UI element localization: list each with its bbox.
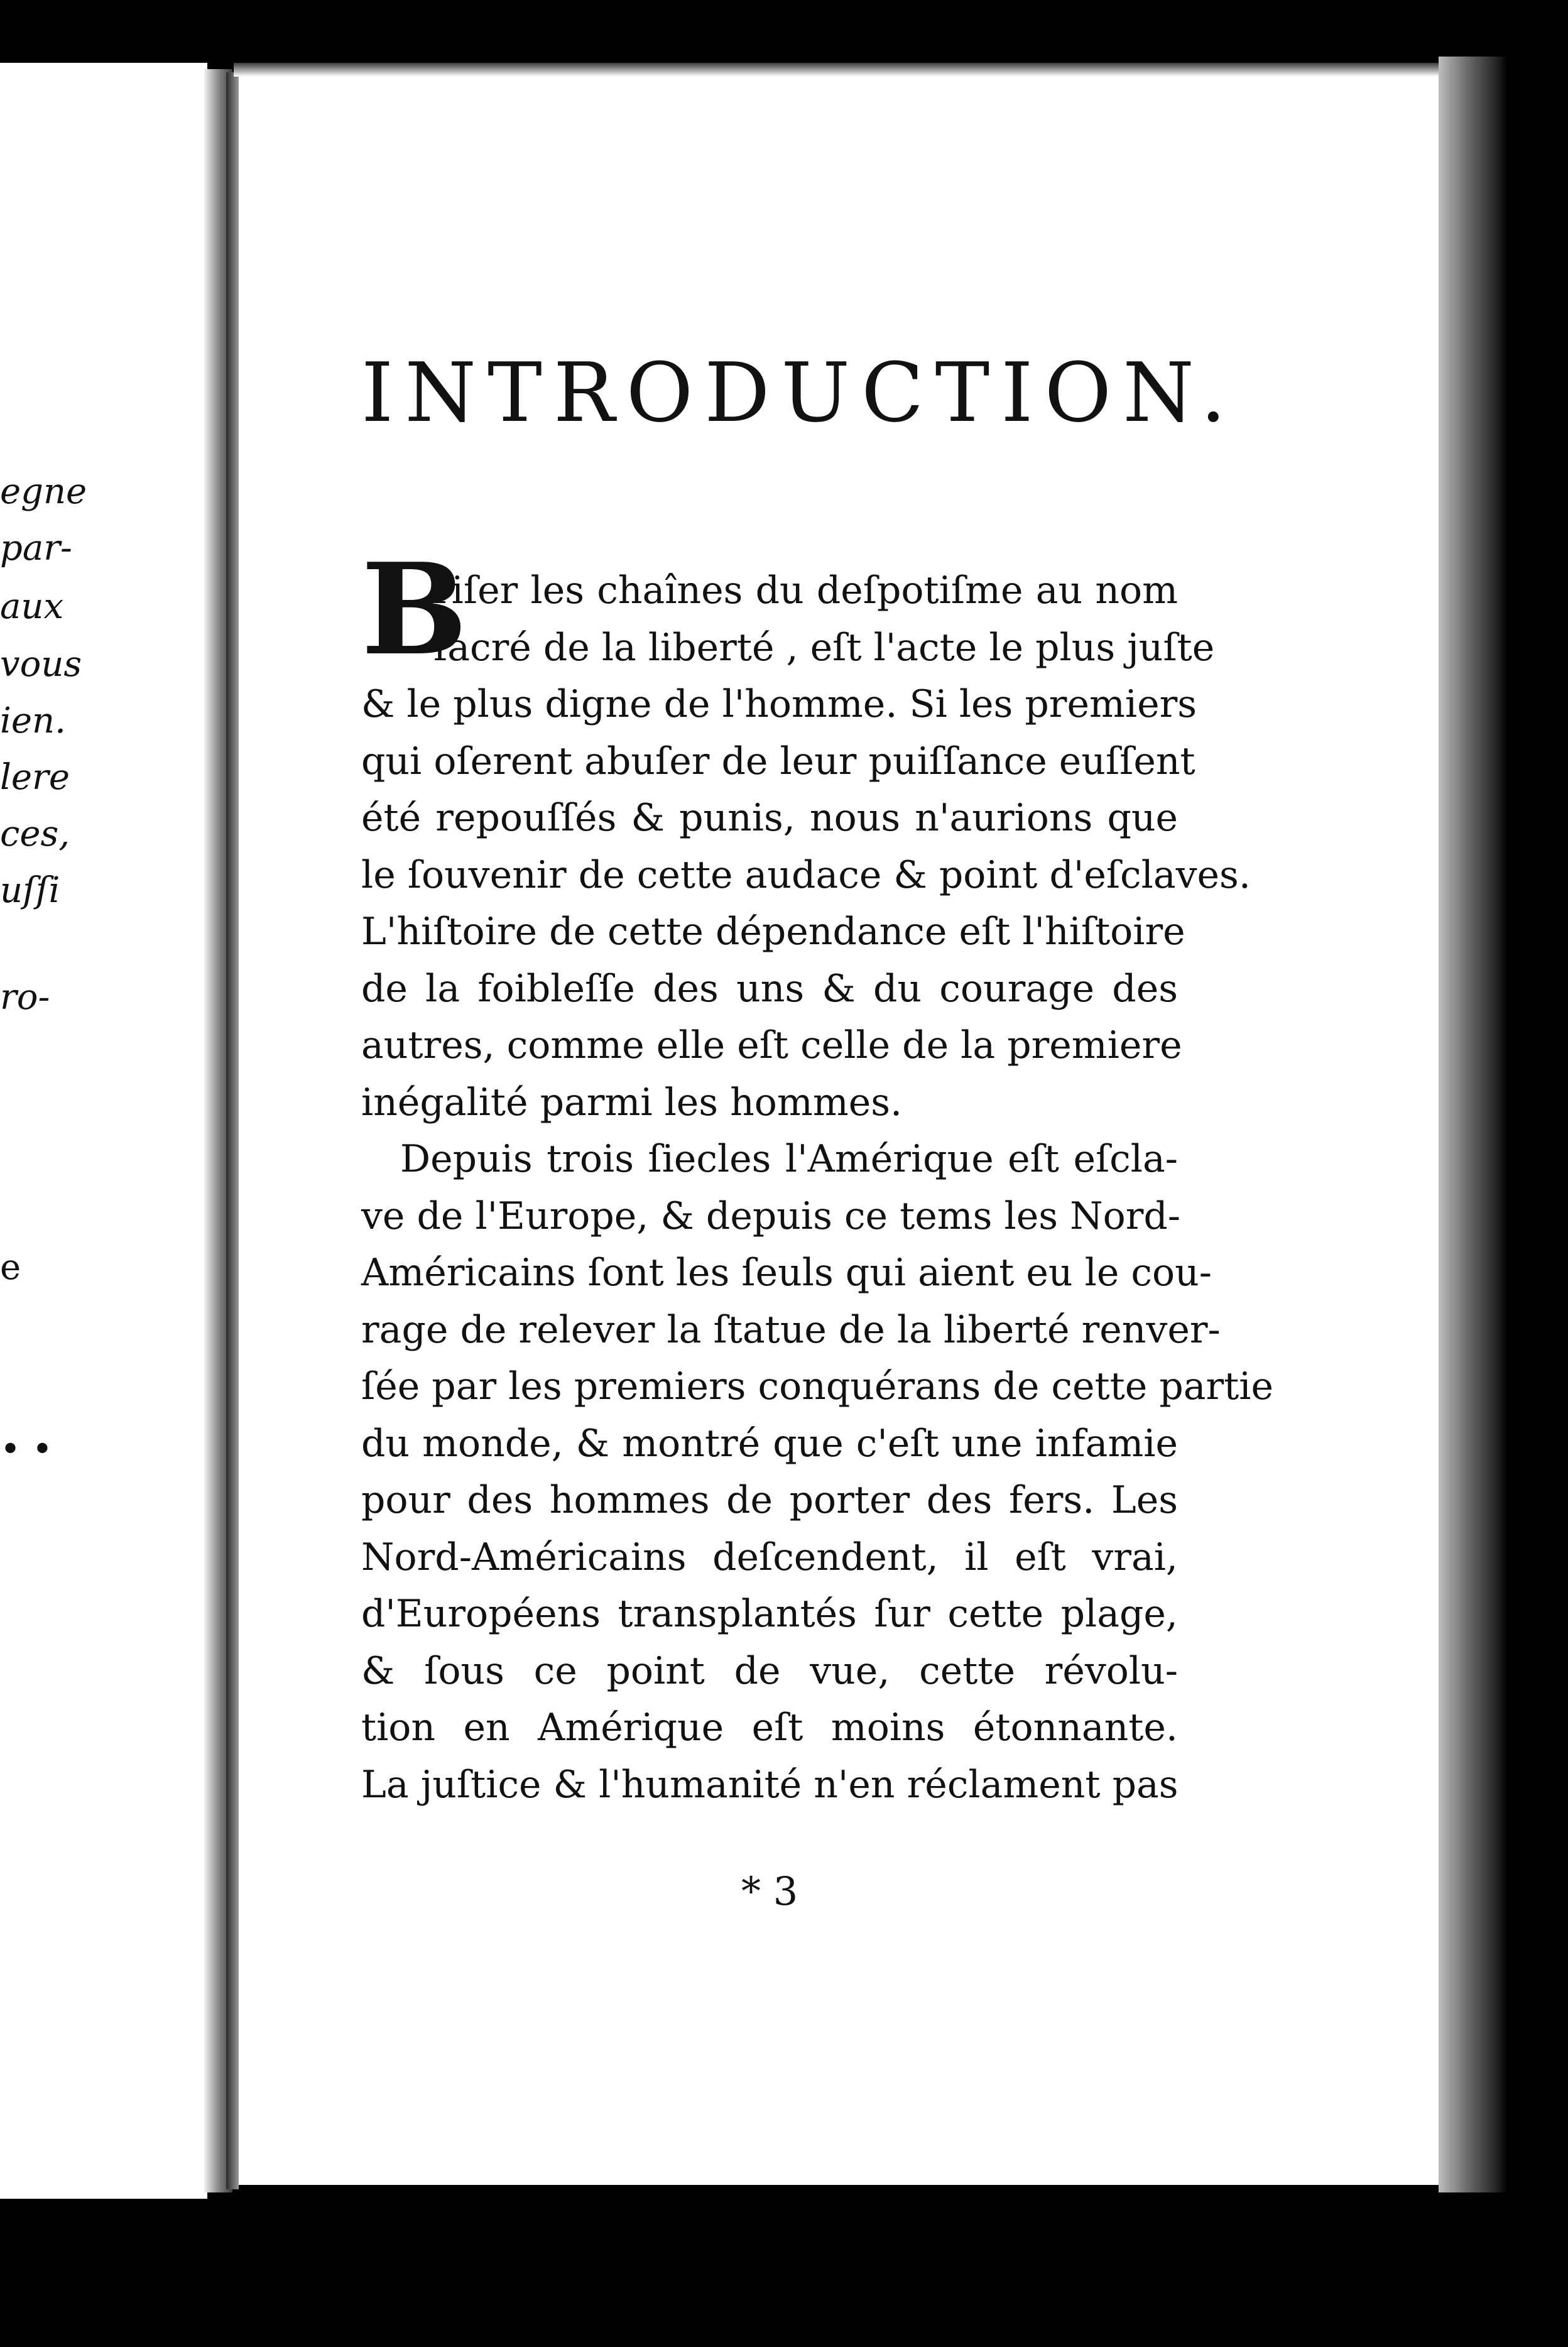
text-line: Nord-Américains deſcendent, il eſt vrai, <box>361 1535 1178 1579</box>
text-line: rage de relever la ſtatue de la liberté renver- <box>361 1307 1221 1352</box>
text-line: autres, comme elle eſt celle de la premiere <box>361 1023 1182 1067</box>
text-line: pour des hommes de porter des fers. Les <box>361 1478 1178 1522</box>
text-line: La juſtice & l'humanité n'en réclament pas <box>361 1762 1179 1807</box>
text-line: d'Européens transplantés ſur cette plage, <box>361 1592 1178 1636</box>
paragraph-1 <box>361 536 1251 1131</box>
text-line: qui oſerent abuſer de leur puiſſance euſſent <box>361 739 1195 783</box>
left-page-fragment: par- <box>0 528 72 569</box>
left-page-fragment: lere <box>0 757 70 798</box>
text-line: & le plus digne de l'homme. Si les premiers <box>361 682 1197 726</box>
body-text <box>361 536 1273 1813</box>
left-page-fragment: ien. <box>0 700 66 741</box>
text-line: de la foibleſſe des uns & du courage des <box>361 966 1178 1011</box>
text-line: L'hiſtoire de cette dépendance eſt l'hiſtoire <box>361 910 1185 954</box>
signature-mark: * 3 <box>741 1868 798 1914</box>
drop-cap: B <box>361 536 468 683</box>
left-page-fragment: aux <box>0 586 64 627</box>
left-page-fragment: ces, <box>0 814 70 854</box>
text-line: ſacré de la liberté , eſt l'acte le plus juſte <box>433 625 1215 670</box>
left-page-fragment: • • <box>0 1429 53 1470</box>
page-top-edge <box>234 63 1440 77</box>
text-line: tion en Amérique eſt moins étonnante. <box>361 1706 1178 1750</box>
page-stack-edge <box>1439 57 1508 2192</box>
left-page-fragment: egne <box>0 471 87 512</box>
left-page-fragment: uſſi <box>0 870 60 911</box>
text-line: Américains ſont les ſeuls qui aient eu le cou- <box>361 1251 1212 1295</box>
text-line: & ſous ce point de vue, cette révolu- <box>361 1648 1178 1693</box>
left-page-fragment: e <box>0 1247 21 1288</box>
left-page-fragment: ro- <box>0 977 50 1018</box>
spine-shadow <box>226 72 239 2189</box>
left-facing-page <box>0 63 207 2199</box>
paragraph-2 <box>361 1131 1273 1813</box>
text-line: ve de l'Europe, & depuis ce tems les Nord- <box>361 1194 1181 1238</box>
left-page-fragment: vous <box>0 644 82 685</box>
text-line: du monde, & montré que c'eſt une infamie <box>361 1421 1178 1466</box>
text-line: le ſouvenir de cette audace & point d'eſclaves. <box>361 852 1251 897</box>
text-line: inégalité parmi les hommes. <box>361 1080 903 1124</box>
text-line: riſer les chaînes du deſpotiſme au nom <box>433 569 1178 613</box>
text-line: Depuis trois ſiecles l'Amérique eſt eſcla- <box>400 1137 1178 1181</box>
text-line: ſée par les premiers conquérans de cette partie <box>361 1364 1273 1408</box>
page-heading: INTRODUCTION. <box>361 345 1238 440</box>
text-line: été repouſſés & punis, nous n'aurions que <box>361 796 1178 840</box>
